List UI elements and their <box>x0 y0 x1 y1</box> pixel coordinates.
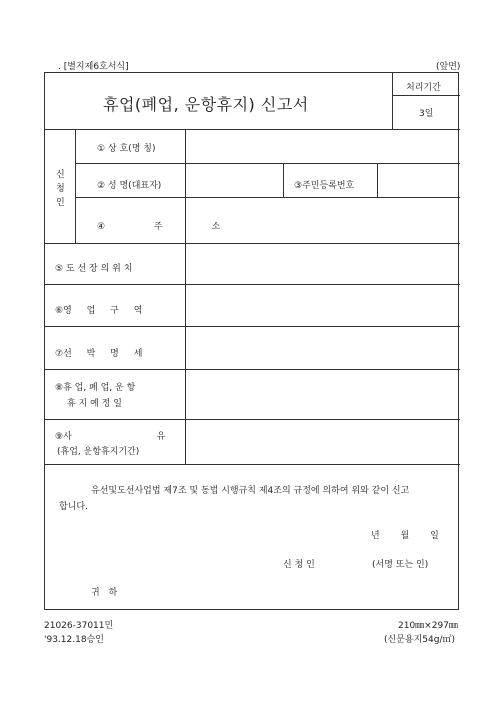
form-number: . [별지제6호서식] <box>58 62 129 72</box>
id-label-left <box>283 163 284 197</box>
rule-title-bottom <box>45 129 460 130</box>
processing-divider <box>392 73 393 129</box>
vessel-details-label: ⑦선 박 명 세 <box>55 349 143 359</box>
business-area-label: ⑥영 업 구 역 <box>55 306 143 316</box>
rule-row5 <box>45 284 460 285</box>
reason-label-1: ⑨사 유 <box>55 432 166 442</box>
trade-name-label: ① 상 호(명 칭) <box>97 144 156 154</box>
rule-row7 <box>45 369 460 370</box>
applicant-char-1: 신 <box>56 170 65 180</box>
applicant-signature-label: 신 청 인 <box>283 560 315 570</box>
report-date: 년 월 일 <box>371 531 439 541</box>
paper-size: 210㎜×297㎜ <box>398 621 458 631</box>
label-value-divider <box>185 129 186 464</box>
paper-type: (신문용지54g/㎡) <box>384 635 455 645</box>
page-side-label: (앞면) <box>436 62 461 72</box>
signature-note: (서명 또는 인) <box>372 560 429 570</box>
statement-line-2: 합니다. <box>59 502 88 512</box>
rule-row6 <box>45 326 460 327</box>
rule-row1 <box>75 163 460 164</box>
applicant-char-2: 청 <box>56 184 65 194</box>
approval-date: '93.12.18승인 <box>44 635 104 645</box>
form-title: 휴업(폐업, 운항휴지) 신고서 <box>103 95 309 114</box>
report-form <box>44 72 459 610</box>
resident-number-label: ③주민등록번호 <box>294 181 355 191</box>
id-label-right <box>377 163 378 197</box>
processing-period-label: 처리기간 <box>406 83 441 93</box>
processing-split <box>392 95 460 96</box>
processing-period-value: 3일 <box>419 109 434 119</box>
reason-label-2: (휴업, 운항휴지기간) <box>57 447 140 457</box>
applicant-char-3: 인 <box>56 198 65 208</box>
scheduled-date-label-1: ⑧휴 업, 폐 업, 운 항 <box>55 383 136 393</box>
dock-location-label: ⑤ 도 선 장 의 위 치 <box>55 264 133 274</box>
rule-row9 <box>45 464 460 465</box>
form-code: 21026-37011민 <box>44 621 114 631</box>
rule-row8 <box>45 419 460 420</box>
rule-row2 <box>75 197 460 198</box>
applicant-group-divider <box>75 129 76 243</box>
address-label: ④ 주 소 <box>97 222 221 232</box>
statement-line-1: 유선및도선사업법 제7조 및 동법 시행규칙 제4조의 규정에 의하여 위와 같이 신고 <box>91 486 410 496</box>
rule-applicant-bottom <box>45 243 460 244</box>
representative-label: ② 성 명(대표자) <box>97 181 162 191</box>
scheduled-date-label-2: 휴 지 예 정 일 <box>67 399 122 409</box>
addressee: 귀 하 <box>91 588 118 598</box>
